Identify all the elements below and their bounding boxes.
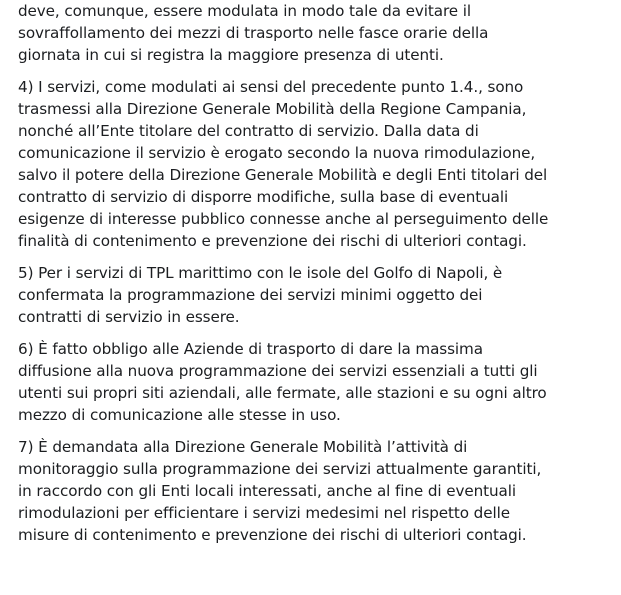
text-line: 5) Per i servizi di TPL marittimo con le isole del Golfo di Napoli, è [18, 264, 503, 282]
text-line: monitoraggio sulla programmazione dei servizi attualmente garantiti, [18, 460, 542, 478]
paragraph-spacer [18, 426, 618, 436]
paragraph-point-7 [18, 436, 618, 546]
text-line: nonché all’Ente titolare del contratto di servizio. Dalla data di [18, 122, 479, 140]
text-line: utenti sui propri siti aziendali, alle fermate, alle stazioni e su ogni altro [18, 384, 547, 402]
text-line: mezzo di comunicazione alle stesse in uso. [18, 406, 341, 424]
text-line: sovraffollamento dei mezzi di trasporto nelle fasce orarie della [18, 24, 489, 42]
text-line: esigenze di interesse pubblico connesse anche al perseguimento delle [18, 210, 549, 228]
text-line: in raccordo con gli Enti locali interessati, anche al fine di eventuali [18, 482, 516, 500]
text-line: comunicazione il servizio è erogato secondo la nuova rimodulazione, [18, 144, 536, 162]
paragraph-point-4 [18, 76, 618, 252]
text-line: diffusione alla nuova programmazione dei servizi essenziali a tutti gli [18, 362, 538, 380]
text-line: misure di contenimento e prevenzione dei rischi di ulteriori contagi. [18, 526, 527, 544]
text-line: contratti di servizio in essere. [18, 308, 240, 326]
text-line: 7) È demandata alla Direzione Generale Mobilità l’attività di [18, 438, 468, 456]
text-line: giornata in cui si registra la maggiore presenza di utenti. [18, 46, 444, 64]
paragraph-intro-continuation [18, 0, 618, 66]
paragraph-point-5 [18, 262, 618, 328]
text-line: rimodulazioni per efficientare i servizi medesimi nel rispetto delle [18, 504, 510, 522]
text-line: deve, comunque, essere modulata in modo tale da evitare il [18, 2, 471, 20]
paragraph-spacer [18, 328, 618, 338]
paragraph-spacer [18, 66, 618, 76]
text-line: 4) I servizi, come modulati ai sensi del precedente punto 1.4., sono [18, 78, 524, 96]
text-line: salvo il potere della Direzione Generale Mobilità e degli Enti titolari del [18, 166, 548, 184]
text-line: trasmessi alla Direzione Generale Mobilità della Regione Campania, [18, 100, 527, 118]
post-text [18, 0, 618, 546]
paragraph-point-6 [18, 338, 618, 426]
text-line: 6) È fatto obbligo alle Aziende di trasporto di dare la massima [18, 340, 483, 358]
text-line: contratto di servizio di disporre modifiche, sulla base di eventuali [18, 188, 509, 206]
text-line: finalità di contenimento e prevenzione dei rischi di ulteriori contagi. [18, 232, 527, 250]
paragraph-spacer [18, 252, 618, 262]
text-line: confermata la programmazione dei servizi minimi oggetto dei [18, 286, 483, 304]
